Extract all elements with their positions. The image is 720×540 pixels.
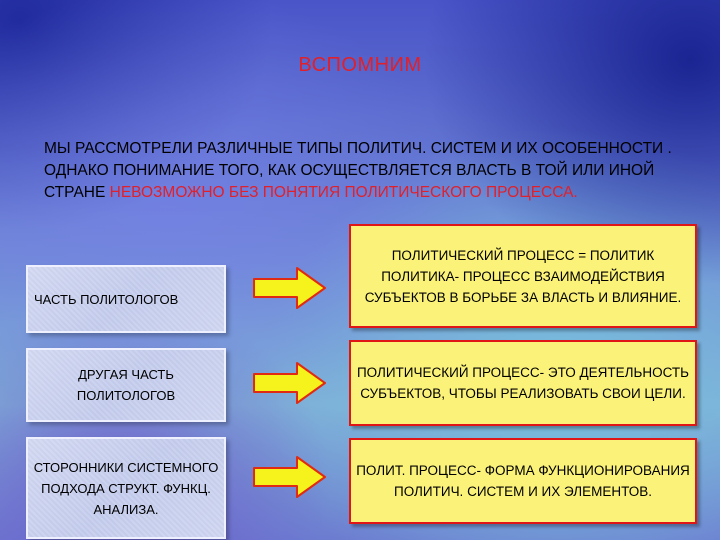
- right-arrow-icon: [253, 361, 327, 405]
- intro-paragraph: [44, 138, 674, 204]
- left-box-2: [26, 348, 226, 422]
- right-arrow-icon: [253, 266, 327, 310]
- left-box-2-text: ДРУГАЯ ЧАСТЬ ПОЛИТОЛОГОВ: [76, 367, 176, 403]
- right-box-2: [349, 340, 697, 426]
- left-box-1: [26, 265, 226, 333]
- left-box-3: [26, 437, 226, 539]
- left-box-3-text: СТОРОННИКИ СИСТЕМНОГО ПОДХОДА СТРУКТ. ФУНКЦ. АНАЛИЗА.: [33, 459, 219, 517]
- right-box-3-text: ПОЛИТ. ПРОЦЕСС- ФОРМА ФУНКЦИОНИРОВАНИЯ ПОЛИТИЧ. СИСТЕМ И ИХ ЭЛЕМЕНТОВ.: [356, 463, 690, 499]
- right-box-2-text: ПОЛИТИЧЕСКИЙ ПРОЦЕСС- ЭТО ДЕЯТЕЛЬНОСТЬ СУБЪЕКТОВ, ЧТОБЫ РЕАЛИЗОВАТЬ СВОИ ЦЕЛИ.: [356, 365, 690, 401]
- intro-highlight: НЕВОЗМОЖНО БЕЗ ПОНЯТИЯ ПОЛИТИЧЕСКОГО ПРОЦЕССА.: [109, 184, 578, 201]
- left-box-1-text: ЧАСТЬ ПОЛИТОЛОГОВ: [34, 291, 179, 307]
- right-box-1: [349, 224, 697, 328]
- right-arrow-icon: [253, 455, 327, 499]
- slide-title: ВСПОМНИМ: [298, 54, 422, 76]
- intro-text: МЫ РАССМОТРЕЛИ РАЗЛИЧНЫЕ ТИПЫ ПОЛИТИЧ. СИСТЕМ И ИХ ОСОБЕННОСТИ . ОДНАКО ПОНИМАНИЕ ТОГО, КАК ОСУЩЕСТВЛЯЕТСЯ ВЛАСТЬ В ТОЙ ИЛИ ИНОЙ СТРАНЕ: [44, 140, 672, 201]
- right-box-1-text: ПОЛИТИЧЕСКИЙ ПРОЦЕСС = ПОЛИТИК ПОЛИТИКА- ПРОЦЕСС ВЗАИМОДЕЙСТВИЯ СУБЪЕКТОВ В БОРЬБЕ ЗА ВЛАСТЬ И ВЛИЯНИЕ.: [364, 247, 682, 305]
- right-box-3: [349, 438, 697, 524]
